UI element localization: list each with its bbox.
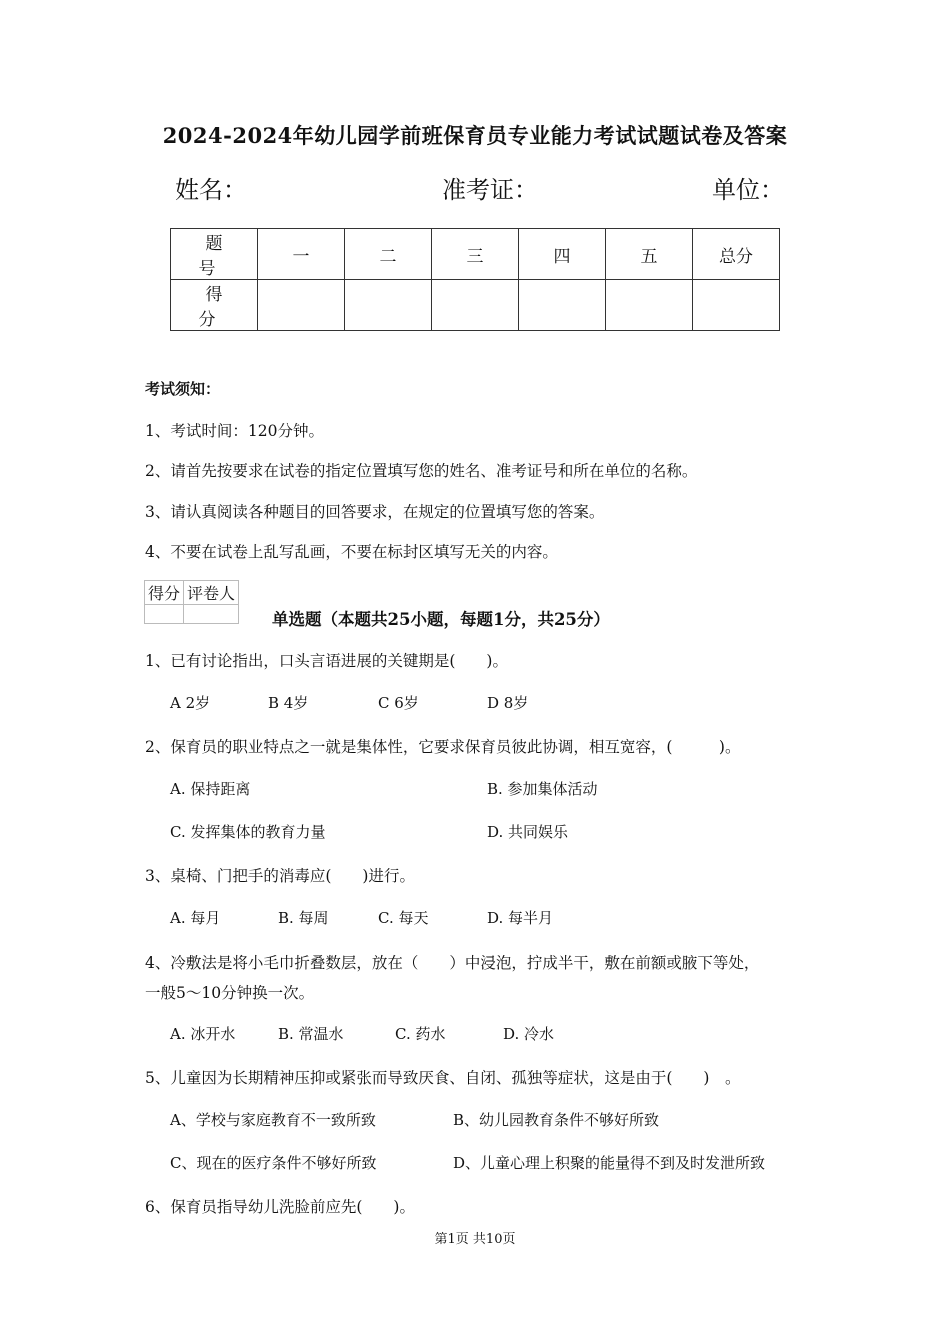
score-table-cell: 四	[519, 229, 606, 280]
question-text: 5、儿童因为长期精神压抑或紧张而导致厌食、自闭、孤独等症状，这是由于( ) 。	[145, 1069, 741, 1087]
grader-box	[144, 580, 239, 624]
exam-id-label: 准考证：	[442, 176, 538, 204]
score-table-cell: 总分	[693, 229, 780, 280]
notice-item: 3、请认真阅读各种题目的回答要求，在规定的位置填写您的答案。	[145, 503, 605, 521]
option-b[interactable]: B 4岁	[268, 694, 309, 712]
unit-label: 单位：	[712, 176, 784, 204]
score-row-label: 得 分	[171, 280, 258, 331]
score-table-cell: 题 号	[171, 229, 258, 280]
question-text: 6、保育员指导幼儿洗脸前应先( )。	[145, 1198, 415, 1216]
notice-item: 4、不要在试卷上乱写乱画，不要在标封区填写无关的内容。	[145, 543, 558, 561]
notice-title: 考试须知：	[145, 380, 221, 398]
section-title: 单选题（本题共25小题，每题1分，共25分）	[272, 610, 610, 629]
option-a[interactable]: A. 冰开水	[170, 1025, 236, 1043]
option-a[interactable]: A、学校与家庭教育不一致所致	[170, 1111, 376, 1129]
option-c[interactable]: C. 每天	[378, 909, 429, 927]
question-text: 2、保育员的职业特点之一就是集体性，它要求保育员彼此协调，相互宽容，( )。	[145, 738, 741, 756]
grader-score-cell[interactable]	[145, 605, 184, 624]
score-table-header-row	[171, 229, 780, 280]
name-label: 姓名：	[175, 176, 247, 204]
page-number: 第1页 共10页	[434, 1232, 516, 1247]
exam-title: 2024-2024年幼儿园学前班保育员专业能力考试试题试卷及答案	[162, 123, 788, 148]
option-c[interactable]: C、现在的医疗条件不够好所致	[170, 1154, 377, 1172]
option-d[interactable]: D. 冷水	[503, 1025, 555, 1043]
score-table-score-row	[171, 280, 780, 331]
option-a[interactable]: A. 每月	[170, 909, 221, 927]
question-text: 1、已有讨论指出，口头言语进展的关键期是( )。	[145, 652, 508, 670]
option-d[interactable]: D、儿童心理上积聚的能量得不到及时发泄所致	[453, 1154, 766, 1172]
option-b[interactable]: B. 参加集体活动	[487, 780, 598, 798]
score-table-cell: 五	[606, 229, 693, 280]
score-table	[170, 228, 780, 331]
option-d[interactable]: D. 每半月	[487, 909, 554, 927]
notice-item: 1、考试时间：120分钟。	[145, 422, 324, 440]
notice-item: 2、请首先按要求在试卷的指定位置填写您的姓名、准考证号和所在单位的名称。	[145, 462, 698, 480]
question-text: 3、桌椅、门把手的消毒应( )进行。	[145, 867, 415, 885]
question-text-continued: 一般5～10分钟换一次。	[145, 984, 315, 1002]
option-b[interactable]: B. 常温水	[278, 1025, 344, 1043]
question-text: 4、冷敷法是将小毛巾折叠数层，放在（ ）中浸泡，拧成半干，敷在前额或腋下等处，	[145, 954, 760, 972]
option-c[interactable]: C 6岁	[378, 694, 419, 712]
option-c[interactable]: C. 发挥集体的教育力量	[170, 823, 326, 841]
grader-score-label: 得分	[145, 581, 184, 605]
score-input-cell[interactable]	[258, 280, 345, 331]
score-input-cell[interactable]	[693, 280, 780, 331]
grader-reviewer-cell[interactable]	[184, 605, 239, 624]
option-c[interactable]: C. 药水	[395, 1025, 446, 1043]
option-b[interactable]: B. 每周	[278, 909, 329, 927]
grader-reviewer-label: 评卷人	[184, 581, 239, 605]
score-table-cell: 一	[258, 229, 345, 280]
option-d[interactable]: D 8岁	[487, 694, 529, 712]
score-input-cell[interactable]	[432, 280, 519, 331]
score-input-cell[interactable]	[519, 280, 606, 331]
score-table-cell: 三	[432, 229, 519, 280]
option-d[interactable]: D. 共同娱乐	[487, 823, 569, 841]
option-a[interactable]: A 2岁	[170, 694, 211, 712]
score-input-cell[interactable]	[345, 280, 432, 331]
option-a[interactable]: A. 保持距离	[170, 780, 251, 798]
score-input-cell[interactable]	[606, 280, 693, 331]
score-table-cell: 二	[345, 229, 432, 280]
option-b[interactable]: B、幼儿园教育条件不够好所致	[453, 1111, 660, 1129]
